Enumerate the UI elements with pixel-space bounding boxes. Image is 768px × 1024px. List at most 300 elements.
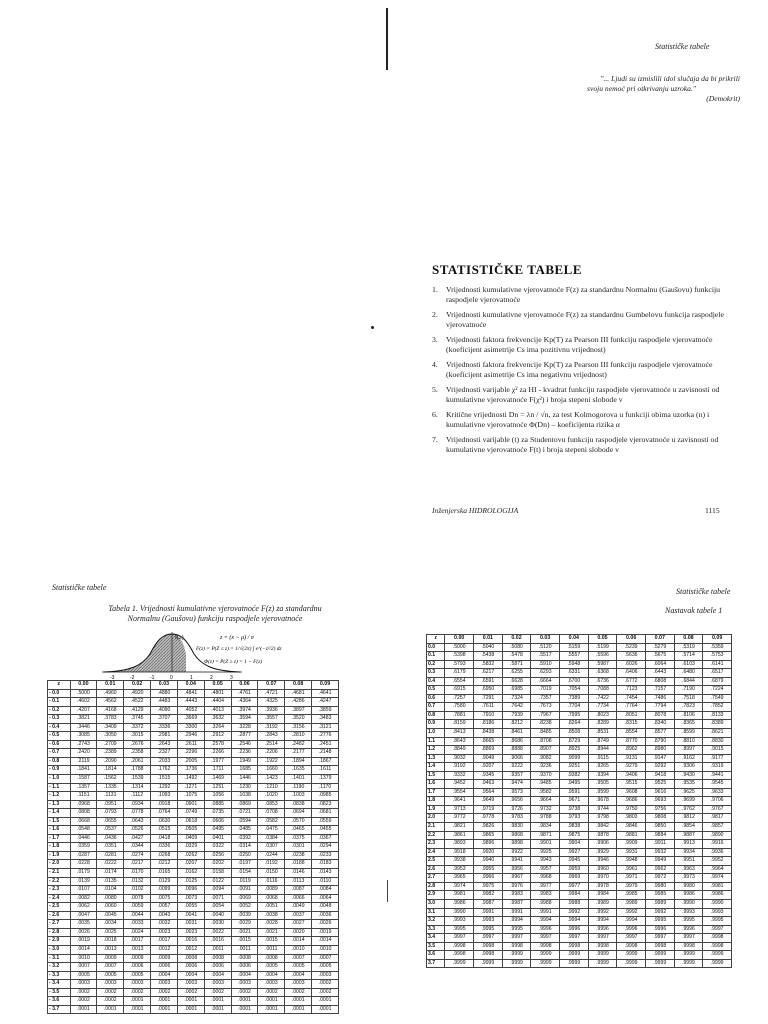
- probability-cell: .1922: [258, 757, 285, 766]
- table-row: [48, 980, 339, 989]
- table-row: [427, 660, 732, 669]
- probability-cell: .0009: [151, 954, 178, 963]
- probability-cell: .9147: [645, 754, 674, 763]
- probability-cell: .0005: [312, 963, 339, 972]
- table-row: [48, 997, 339, 1006]
- table-continuation-label: Nastavak tabele 1: [665, 606, 723, 615]
- probability-cell: .9916: [703, 840, 732, 849]
- probability-cell: .9998: [588, 942, 617, 951]
- probability-cell: .7389: [559, 694, 588, 703]
- probability-cell: .9996: [588, 925, 617, 934]
- probability-cell: .0015: [258, 937, 285, 946]
- table-row: [48, 792, 339, 801]
- probability-cell: .0005: [70, 971, 97, 980]
- probability-cell: .8962: [617, 746, 646, 755]
- probability-cell: .0793: [97, 809, 124, 818]
- probability-cell: .0188: [285, 860, 312, 869]
- table-row: [48, 783, 339, 792]
- probability-cell: .9963: [674, 865, 703, 874]
- probability-cell: .0044: [124, 911, 151, 920]
- toc-item: [432, 410, 740, 430]
- probability-cell: .9980: [645, 882, 674, 891]
- z-value-cell: - 2.9: [48, 937, 71, 946]
- running-header: Statističke tabele: [52, 583, 107, 592]
- table-row: [427, 857, 732, 866]
- probability-cell: .0594: [231, 817, 258, 826]
- probability-cell: .3669: [177, 715, 204, 724]
- probability-cell: .3409: [97, 723, 124, 732]
- probability-cell: .9995: [474, 925, 503, 934]
- table-row: [48, 826, 339, 835]
- epigraph-author: (Demokrit): [706, 94, 740, 103]
- probability-cell: .0005: [258, 963, 285, 972]
- z-value-cell: 2.1: [427, 823, 445, 832]
- probability-cell: .4641: [312, 689, 339, 698]
- caption-line: Tabela 1. Vrijednosti kumulativne vjerovatnoće F(z) za standardnu: [108, 604, 322, 613]
- probability-cell: .0016: [177, 937, 204, 946]
- column-header: 0.05: [588, 635, 617, 644]
- toc-item-text: Vrijednosti faktora frekvencije Kp(T) za Pearson III funkciju raspodjele vjerovatnoće (koeficijent asimetrije Cs ima pozitivnu vrijednost): [446, 335, 713, 354]
- probability-cell: .0146: [285, 869, 312, 878]
- probability-cell: .9977: [531, 882, 560, 891]
- column-header: 0.03: [531, 635, 560, 644]
- probability-cell: .9686: [617, 797, 646, 806]
- probability-cell: .0618: [177, 817, 204, 826]
- probability-cell: .0012: [151, 945, 178, 954]
- probability-cell: .4920: [124, 689, 151, 698]
- probability-cell: .9965: [445, 874, 474, 883]
- probability-cell: .0202: [204, 860, 231, 869]
- table-row: [48, 988, 339, 997]
- table-row: [427, 840, 732, 849]
- probability-cell: .0526: [124, 826, 151, 835]
- probability-cell: .0985: [312, 792, 339, 801]
- probability-cell: .9999: [617, 951, 646, 960]
- table-row: [427, 643, 732, 652]
- probability-cell: .7357: [531, 694, 560, 703]
- probability-cell: .0329: [177, 843, 204, 852]
- probability-cell: .9955: [474, 865, 503, 874]
- probability-cell: .5199: [588, 643, 617, 652]
- probability-cell: .6443: [645, 669, 674, 678]
- table-row: [427, 942, 732, 951]
- table-row: [48, 954, 339, 963]
- probability-cell: .0002: [151, 988, 178, 997]
- probability-cell: .0505: [177, 826, 204, 835]
- probability-cell: .9738: [559, 805, 588, 814]
- probability-cell: .7764: [617, 703, 646, 712]
- probability-cell: .0001: [258, 997, 285, 1006]
- probability-cell: .6985: [502, 686, 531, 695]
- z-value-cell: - 1.3: [48, 800, 71, 809]
- probability-cell: .0001: [177, 1005, 204, 1014]
- probability-cell: .0010: [70, 954, 97, 963]
- probability-cell: .9922: [502, 848, 531, 857]
- probability-cell: .0778: [124, 809, 151, 818]
- probability-cell: .2061: [124, 757, 151, 766]
- probability-cell: .9964: [703, 865, 732, 874]
- column-header: 0.02: [124, 681, 151, 690]
- probability-cell: .9927: [559, 848, 588, 857]
- probability-cell: .5517: [531, 652, 560, 661]
- probability-cell: .0001: [97, 1005, 124, 1014]
- probability-cell: .9591: [559, 788, 588, 797]
- column-header: 0.09: [312, 681, 339, 690]
- probability-cell: .3745: [124, 715, 151, 724]
- probability-cell: .9865: [474, 831, 503, 840]
- probability-cell: .9998: [474, 942, 503, 951]
- toc-item-number: 6.: [432, 410, 438, 419]
- probability-cell: .9952: [703, 857, 732, 866]
- probability-cell: .0003: [70, 980, 97, 989]
- probability-cell: .3446: [70, 723, 97, 732]
- probability-cell: .2810: [285, 732, 312, 741]
- probability-cell: .9884: [645, 831, 674, 840]
- probability-cell: .2266: [204, 749, 231, 758]
- probability-cell: .0084: [312, 886, 339, 895]
- probability-cell: .8997: [674, 746, 703, 755]
- table-row: [427, 823, 732, 832]
- probability-cell: .9997: [588, 934, 617, 943]
- z-value-cell: 0.1: [427, 652, 445, 661]
- probability-cell: .0002: [312, 980, 339, 989]
- probability-cell: .0021: [258, 928, 285, 937]
- probability-cell: .1711: [204, 766, 231, 775]
- probability-cell: .3557: [258, 715, 285, 724]
- probability-cell: .4681: [285, 689, 312, 698]
- probability-cell: .2643: [151, 740, 178, 749]
- probability-cell: .9099: [559, 754, 588, 763]
- probability-cell: .9767: [703, 805, 732, 814]
- probability-cell: .9995: [645, 917, 674, 926]
- z-value-cell: - 0.8: [48, 757, 71, 766]
- probability-cell: .9871: [531, 831, 560, 840]
- probability-cell: .9834: [531, 823, 560, 832]
- probability-cell: .0001: [231, 997, 258, 1006]
- probability-cell: .4522: [124, 698, 151, 707]
- z-value-cell: - 1.0: [48, 775, 71, 784]
- probability-cell: .0116: [258, 877, 285, 886]
- probability-cell: .9783: [502, 814, 531, 823]
- probability-cell: .9881: [617, 831, 646, 840]
- z-value-cell: - 2.3: [48, 886, 71, 895]
- probability-cell: .9957: [531, 865, 560, 874]
- probability-cell: .0455: [312, 826, 339, 835]
- probability-cell: .1230: [231, 783, 258, 792]
- column-header: 0.07: [258, 681, 285, 690]
- probability-cell: .0008: [177, 954, 204, 963]
- probability-cell: .9981: [445, 891, 474, 900]
- probability-cell: .9990: [445, 908, 474, 917]
- probability-cell: .9762: [674, 805, 703, 814]
- probability-cell: .9994: [502, 917, 531, 926]
- probability-cell: .9949: [645, 857, 674, 866]
- probability-cell: .2676: [124, 740, 151, 749]
- probability-cell: .0023: [177, 928, 204, 937]
- probability-cell: .9162: [674, 754, 703, 763]
- probability-cell: .0034: [97, 920, 124, 929]
- probability-cell: .1685: [231, 766, 258, 775]
- probability-cell: .9345: [474, 771, 503, 780]
- probability-cell: .8531: [588, 729, 617, 738]
- axis-tick-label: -3: [110, 675, 115, 680]
- probability-cell: .5080: [502, 643, 531, 652]
- table-row: [427, 669, 732, 678]
- probability-cell: .0006: [124, 963, 151, 972]
- probability-cell: .0014: [70, 945, 97, 954]
- probability-cell: .9993: [703, 908, 732, 917]
- table-row: [427, 934, 732, 943]
- probability-cell: .1611: [312, 766, 339, 775]
- table-row: [48, 817, 339, 826]
- z-value-cell: 3.4: [427, 934, 445, 943]
- probability-cell: .0150: [258, 869, 285, 878]
- table-row: [48, 911, 339, 920]
- probability-cell: .9999: [645, 951, 674, 960]
- probability-cell: .6879: [703, 677, 732, 686]
- probability-cell: .0094: [204, 886, 231, 895]
- z-value-cell: - 0.0: [48, 689, 71, 698]
- probability-cell: .0322: [204, 843, 231, 852]
- probability-cell: .4483: [151, 698, 178, 707]
- probability-cell: .9987: [474, 899, 503, 908]
- probability-cell: .7823: [674, 703, 703, 712]
- table-row: [48, 715, 339, 724]
- table-row: [427, 917, 732, 926]
- probability-cell: .0060: [97, 903, 124, 912]
- probability-cell: .2912: [204, 732, 231, 741]
- probability-cell: .9998: [502, 942, 531, 951]
- toc-item: [432, 335, 740, 355]
- probability-cell: .6103: [674, 660, 703, 669]
- probability-cell: .0006: [151, 963, 178, 972]
- table-row: [48, 886, 339, 895]
- table-row: [427, 831, 732, 840]
- probability-cell: .9986: [674, 891, 703, 900]
- probability-cell: .9997: [445, 934, 474, 943]
- probability-cell: .5596: [588, 652, 617, 661]
- probability-cell: .4404: [204, 698, 231, 707]
- probability-cell: .9999: [617, 959, 646, 968]
- probability-cell: .5000: [70, 689, 97, 698]
- probability-cell: .8365: [674, 720, 703, 729]
- probability-cell: .1515: [151, 775, 178, 784]
- probability-cell: .8289: [588, 720, 617, 729]
- probability-cell: .0485: [231, 826, 258, 835]
- probability-cell: .0132: [124, 877, 151, 886]
- probability-cell: .9998: [617, 942, 646, 951]
- probability-cell: .8686: [502, 737, 531, 746]
- probability-cell: .9989: [617, 899, 646, 908]
- probability-cell: .9998: [703, 934, 732, 943]
- probability-cell: .6591: [474, 677, 503, 686]
- probability-cell: .0007: [70, 963, 97, 972]
- probability-cell: .0314: [231, 843, 258, 852]
- probability-cell: .2514: [258, 740, 285, 749]
- probability-cell: .7852: [703, 703, 732, 712]
- probability-cell: .9999: [674, 959, 703, 968]
- probability-cell: .8389: [703, 720, 732, 729]
- probability-cell: .9706: [703, 797, 732, 806]
- probability-cell: .0003: [258, 980, 285, 989]
- probability-cell: .0016: [204, 937, 231, 946]
- probability-cell: .0019: [70, 937, 97, 946]
- probability-cell: .9878: [588, 831, 617, 840]
- probability-cell: .0197: [231, 860, 258, 869]
- z-value-cell: 1.2: [427, 746, 445, 755]
- probability-cell: .9236: [531, 763, 560, 772]
- probability-cell: .0001: [204, 1005, 231, 1014]
- probability-cell: .1170: [312, 783, 339, 792]
- probability-cell: .4090: [151, 706, 178, 715]
- table-row: [427, 848, 732, 857]
- probability-cell: .0032: [151, 920, 178, 929]
- table-row: [427, 694, 732, 703]
- probability-cell: .0582: [258, 817, 285, 826]
- probability-cell: .0475: [258, 826, 285, 835]
- probability-cell: .9998: [559, 942, 588, 951]
- probability-cell: .9756: [645, 805, 674, 814]
- probability-cell: .9319: [703, 763, 732, 772]
- probability-cell: .9968: [531, 874, 560, 883]
- table-row: [48, 757, 339, 766]
- table-row: [427, 771, 732, 780]
- probability-cell: .0301: [285, 843, 312, 852]
- probability-cell: .9976: [502, 882, 531, 891]
- probability-cell: .0014: [285, 937, 312, 946]
- probability-cell: .8159: [445, 720, 474, 729]
- z-value-cell: 0.0: [427, 643, 445, 652]
- probability-cell: .9911: [645, 840, 674, 849]
- probability-cell: .0238: [285, 851, 312, 860]
- probability-cell: .9998: [474, 951, 503, 960]
- shaded-area: [104, 634, 186, 672]
- probability-cell: .1190: [285, 783, 312, 792]
- probability-cell: .9967: [502, 874, 531, 883]
- probability-cell: .9131: [617, 754, 646, 763]
- probability-cell: .0038: [258, 911, 285, 920]
- probability-cell: .9222: [502, 763, 531, 772]
- probability-cell: .0049: [285, 903, 312, 912]
- probability-cell: .0015: [231, 937, 258, 946]
- probability-cell: .0069: [231, 894, 258, 903]
- probability-cell: .0025: [97, 928, 124, 937]
- probability-cell: .9996: [674, 925, 703, 934]
- probability-cell: .5871: [502, 660, 531, 669]
- probability-cell: .9332: [445, 771, 474, 780]
- probability-cell: .0031: [177, 920, 204, 929]
- probability-cell: .4443: [177, 698, 204, 707]
- probability-cell: .0096: [177, 886, 204, 895]
- probability-cell: .9515: [617, 780, 646, 789]
- column-header: 0.03: [151, 681, 178, 690]
- probability-cell: .7518: [674, 694, 703, 703]
- probability-cell: .0001: [124, 997, 151, 1006]
- probability-cell: .9772: [445, 814, 474, 823]
- probability-cell: .9946: [588, 857, 617, 866]
- probability-cell: .8508: [559, 729, 588, 738]
- probability-cell: .9505: [588, 780, 617, 789]
- z-value-cell: - 0.5: [48, 732, 71, 741]
- toc-item-number: 3.: [432, 335, 438, 344]
- probability-cell: .9999: [559, 959, 588, 968]
- axis-tick-label: -1: [150, 675, 155, 680]
- toc-item: [432, 310, 740, 330]
- normal-distribution-figure: [100, 630, 340, 680]
- probability-cell: .9896: [474, 840, 503, 849]
- column-header: 0.07: [645, 635, 674, 644]
- probability-cell: .9999: [645, 959, 674, 968]
- probability-cell: .0043: [151, 911, 178, 920]
- probability-cell: .9994: [559, 917, 588, 926]
- probability-cell: .0002: [70, 997, 97, 1006]
- probability-cell: .0749: [177, 809, 204, 818]
- probability-cell: .1894: [285, 757, 312, 766]
- probability-cell: .9991: [531, 908, 560, 917]
- probability-cell: .9854: [674, 823, 703, 832]
- z-value-cell: - 0.1: [48, 698, 71, 707]
- probability-cell: .9808: [645, 814, 674, 823]
- z-value-cell: 0.2: [427, 660, 445, 669]
- probability-cell: .0009: [97, 954, 124, 963]
- probability-cell: .0036: [312, 911, 339, 920]
- probability-cell: .0853: [258, 800, 285, 809]
- probability-cell: .8212: [502, 720, 531, 729]
- probability-cell: .0003: [97, 980, 124, 989]
- probability-cell: .0008: [258, 954, 285, 963]
- z-value-cell: 0.3: [427, 669, 445, 678]
- z-value-cell: 1.3: [427, 754, 445, 763]
- probability-cell: .8577: [645, 729, 674, 738]
- probability-cell: .0037: [285, 911, 312, 920]
- probability-cell: .0018: [97, 937, 124, 946]
- probability-cell: .7611: [474, 703, 503, 712]
- probability-cell: .0027: [285, 920, 312, 929]
- probability-cell: .0024: [124, 928, 151, 937]
- probability-cell: .1539: [124, 775, 151, 784]
- epigraph: [500, 74, 740, 104]
- probability-cell: .2877: [231, 732, 258, 741]
- probability-cell: .1814: [97, 766, 124, 775]
- probability-cell: .8980: [645, 746, 674, 755]
- probability-cell: .0125: [177, 877, 204, 886]
- probability-cell: .0548: [70, 826, 97, 835]
- z-value-cell: 1.5: [427, 771, 445, 780]
- z-value-cell: 2.9: [427, 891, 445, 900]
- column-header: 0.01: [474, 635, 503, 644]
- probability-cell: .9977: [559, 882, 588, 891]
- probability-cell: .7910: [474, 711, 503, 720]
- probability-cell: .1841: [70, 766, 97, 775]
- z-value-cell: 0.4: [427, 677, 445, 686]
- probability-cell: .9997: [502, 934, 531, 943]
- probability-cell: .7257: [445, 694, 474, 703]
- probability-cell: .9997: [559, 934, 588, 943]
- table-row: [48, 740, 339, 749]
- probability-cell: .8078: [645, 711, 674, 720]
- probability-cell: .9996: [531, 925, 560, 934]
- probability-cell: .0026: [70, 928, 97, 937]
- column-header: 0.08: [285, 681, 312, 690]
- probability-cell: .6293: [531, 669, 560, 678]
- probability-cell: .8749: [588, 737, 617, 746]
- z-value-cell: - 2.1: [48, 869, 71, 878]
- probability-cell: .0082: [70, 894, 97, 903]
- probability-cell: .9846: [617, 823, 646, 832]
- probability-cell: .6844: [674, 677, 703, 686]
- probability-cell: .8907: [531, 746, 560, 755]
- probability-cell: .9920: [474, 848, 503, 857]
